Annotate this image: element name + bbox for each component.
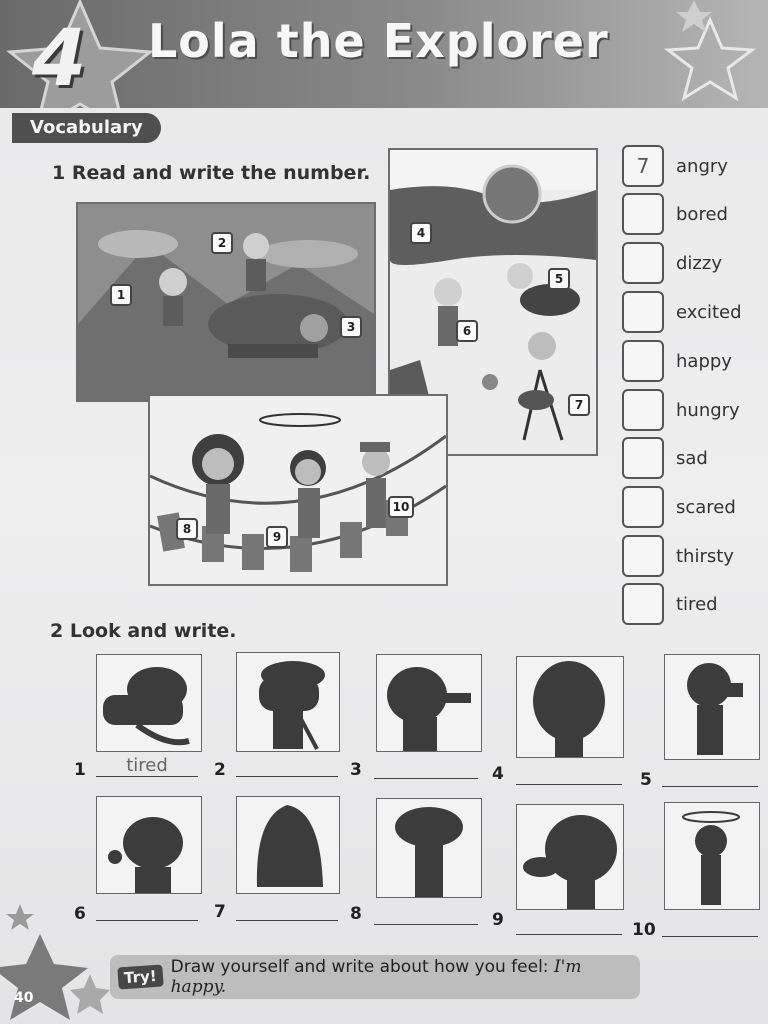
word-label: excited	[676, 301, 742, 323]
section-tab-vocabulary: Vocabulary	[12, 113, 161, 143]
number-answer-box[interactable]	[622, 437, 664, 479]
word-row-happy	[622, 339, 732, 383]
picture-tag-5: 5	[548, 268, 570, 290]
number-answer-box[interactable]: 7	[622, 145, 664, 187]
answer-number-3: 3	[350, 760, 362, 780]
exercise1-number: 1	[52, 162, 66, 184]
word-row-bored	[622, 192, 728, 236]
answer-number-8: 8	[350, 904, 362, 924]
silhouette-boy-eating-icon	[377, 655, 481, 751]
word-row-excited	[622, 290, 742, 334]
silhouette-boy-waving-icon	[97, 797, 201, 893]
answer-line-4[interactable]	[516, 764, 622, 785]
word-label: angry	[676, 155, 728, 177]
answer-number-6: 6	[74, 904, 86, 924]
silhouette-5	[664, 654, 760, 760]
answer-line-3[interactable]	[374, 758, 478, 779]
silhouette-capped-boy-icon	[237, 653, 339, 751]
answer-number-10: 10	[632, 920, 656, 940]
silhouette-girl-pointing-icon	[517, 805, 623, 909]
bridge-scene-illustration	[150, 396, 446, 584]
silhouette-3	[376, 654, 482, 752]
footer-stars-decoration	[0, 904, 110, 1024]
picture-tag-2: 2	[211, 232, 233, 254]
picture-tag-4: 4	[410, 222, 432, 244]
answer-number-2: 2	[214, 760, 226, 780]
word-label: thirsty	[676, 545, 734, 567]
word-label: happy	[676, 350, 732, 372]
number-answer-box[interactable]	[622, 291, 664, 333]
word-label: bored	[676, 203, 728, 225]
exercise1-heading	[52, 162, 370, 184]
silhouette-curly-girl-icon	[517, 657, 623, 757]
silhouette-1	[96, 654, 202, 752]
silhouette-6	[96, 796, 202, 894]
silhouette-10	[664, 802, 760, 910]
answer-number-5: 5	[640, 770, 652, 790]
try-example: I'm happy.	[170, 957, 582, 997]
silhouette-long-hair-girl-icon	[237, 797, 339, 893]
answer-line-9[interactable]	[516, 914, 622, 935]
exercise2-number: 2	[50, 620, 64, 642]
picture-tag-9: 9	[266, 526, 288, 548]
number-answer-box[interactable]	[622, 389, 664, 431]
picture-tag-6: 6	[456, 320, 478, 342]
silhouette-2	[236, 652, 340, 752]
answer-line-7[interactable]	[236, 900, 338, 921]
silhouette-4	[516, 656, 624, 758]
word-row-tired	[622, 582, 718, 626]
exercise2-instruction: Look and write.	[69, 620, 237, 642]
picture-tag-10: 10	[388, 496, 414, 518]
silhouette-8	[376, 798, 482, 898]
number-answer-box[interactable]	[622, 340, 664, 382]
answer-line-5[interactable]	[662, 766, 758, 787]
scene-bridge-picture	[148, 394, 448, 586]
unit-number: 4	[32, 14, 87, 104]
word-row-scared	[622, 485, 736, 529]
answer-line-10[interactable]	[662, 916, 758, 937]
word-label: sad	[676, 447, 708, 469]
scene-mountain-picture	[76, 202, 376, 402]
silhouette-lying-figure-icon	[97, 655, 201, 751]
word-label: tired	[676, 593, 718, 615]
answer-line-8[interactable]	[374, 904, 478, 925]
try-text: Draw yourself and write about how you feel:	[170, 957, 549, 977]
try-badge: Try!	[117, 964, 163, 989]
number-answer-box[interactable]	[622, 486, 664, 528]
silhouette-9	[516, 804, 624, 910]
silhouette-scared-girl-icon	[377, 799, 481, 897]
answer-number-7: 7	[214, 902, 226, 922]
number-answer-box[interactable]	[622, 193, 664, 235]
try-banner	[110, 955, 640, 999]
silhouette-7	[236, 796, 340, 894]
word-row-sad	[622, 436, 708, 480]
silhouette-girl-drinking-icon	[665, 655, 759, 759]
exercise2-heading	[50, 620, 237, 642]
try-instruction	[171, 957, 640, 997]
number-answer-box[interactable]	[622, 583, 664, 625]
word-row-dizzy	[622, 241, 722, 285]
answer-number-1: 1	[74, 760, 86, 780]
answer-line-1[interactable]: tired	[96, 756, 198, 777]
page-number: 40	[14, 990, 34, 1006]
answer-line-2[interactable]	[236, 756, 338, 777]
number-answer-box[interactable]	[622, 535, 664, 577]
answer-number-4: 4	[492, 764, 504, 784]
page-title: Lola the Explorer	[148, 14, 609, 68]
picture-tag-7: 7	[568, 394, 590, 416]
answer-number-9: 9	[492, 910, 504, 930]
word-label: dizzy	[676, 252, 722, 274]
word-label: scared	[676, 496, 736, 518]
picture-tag-1: 1	[110, 284, 132, 306]
picture-tag-3: 3	[340, 316, 362, 338]
word-row-thirsty	[622, 534, 734, 578]
word-label: hungry	[676, 399, 740, 421]
exercise1-instruction: Read and write the number.	[71, 162, 371, 184]
word-row-angry	[622, 144, 728, 188]
picture-tag-8: 8	[176, 518, 198, 540]
number-answer-box[interactable]	[622, 242, 664, 284]
word-row-hungry	[622, 388, 740, 432]
silhouette-dizzy-girl-icon	[665, 803, 759, 909]
answer-line-6[interactable]	[96, 900, 198, 921]
unit-header	[0, 0, 768, 108]
